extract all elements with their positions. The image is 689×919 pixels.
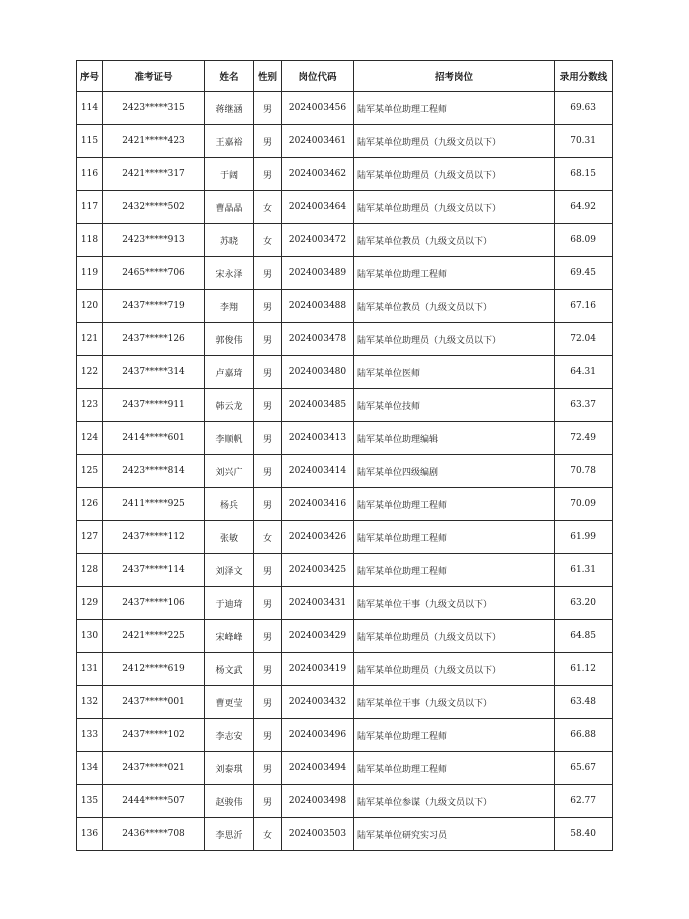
cell-post-code: 2024003494 <box>282 752 354 785</box>
cell-post-code: 2024003432 <box>282 686 354 719</box>
cell-name: 苏晓 <box>205 224 254 257</box>
cell-score-line: 61.31 <box>555 554 613 587</box>
cell-name: 宋永泽 <box>205 257 254 290</box>
cell-name: 刘泽文 <box>205 554 254 587</box>
cell-post-code: 2024003416 <box>282 488 354 521</box>
cell-post: 陆军某单位助理员（九级文员以下） <box>354 125 555 158</box>
cell-serial-no: 117 <box>77 191 103 224</box>
cell-gender: 男 <box>254 785 282 818</box>
table-row <box>77 653 613 686</box>
cell-gender: 女 <box>254 818 282 851</box>
cell-post: 陆军某单位助理员（九级文员以下） <box>354 323 555 356</box>
cell-serial-no: 129 <box>77 587 103 620</box>
cell-serial-no: 119 <box>77 257 103 290</box>
cell-serial-no: 134 <box>77 752 103 785</box>
cell-score-line: 64.92 <box>555 191 613 224</box>
cell-post: 陆军某单位教员（九级文员以下） <box>354 290 555 323</box>
table-row <box>77 455 613 488</box>
cell-score-line: 62.77 <box>555 785 613 818</box>
cell-post-code: 2024003426 <box>282 521 354 554</box>
table-row <box>77 818 613 851</box>
cell-name: 刘兴广 <box>205 455 254 488</box>
cell-serial-no: 128 <box>77 554 103 587</box>
cell-exam-ticket: 2412*****619 <box>103 653 205 686</box>
cell-gender: 女 <box>254 224 282 257</box>
cell-serial-no: 123 <box>77 389 103 422</box>
cell-serial-no: 132 <box>77 686 103 719</box>
cell-post-code: 2024003429 <box>282 620 354 653</box>
cell-serial-no: 114 <box>77 92 103 125</box>
table-row <box>77 554 613 587</box>
table-row <box>77 125 613 158</box>
cell-gender: 男 <box>254 422 282 455</box>
table-header <box>77 61 613 92</box>
cell-post-code: 2024003461 <box>282 125 354 158</box>
cell-post-code: 2024003503 <box>282 818 354 851</box>
cell-post-code: 2024003478 <box>282 323 354 356</box>
cell-post-code: 2024003419 <box>282 653 354 686</box>
cell-score-line: 63.37 <box>555 389 613 422</box>
cell-serial-no: 125 <box>77 455 103 488</box>
admission-score-table <box>76 60 613 851</box>
cell-exam-ticket: 2437*****719 <box>103 290 205 323</box>
cell-exam-ticket: 2437*****114 <box>103 554 205 587</box>
cell-post: 陆军某单位参谋（九级文员以下） <box>354 785 555 818</box>
cell-gender: 男 <box>254 389 282 422</box>
cell-score-line: 68.15 <box>555 158 613 191</box>
header-gender: 性别 <box>254 61 282 92</box>
cell-exam-ticket: 2437*****021 <box>103 752 205 785</box>
cell-gender: 女 <box>254 521 282 554</box>
cell-gender: 男 <box>254 719 282 752</box>
cell-post-code: 2024003431 <box>282 587 354 620</box>
cell-gender: 男 <box>254 125 282 158</box>
cell-exam-ticket: 2437*****314 <box>103 356 205 389</box>
cell-exam-ticket: 2437*****102 <box>103 719 205 752</box>
cell-post-code: 2024003462 <box>282 158 354 191</box>
cell-score-line: 58.40 <box>555 818 613 851</box>
cell-gender: 男 <box>254 257 282 290</box>
table-row <box>77 422 613 455</box>
cell-gender: 男 <box>254 323 282 356</box>
cell-name: 王嘉裕 <box>205 125 254 158</box>
cell-exam-ticket: 2411*****925 <box>103 488 205 521</box>
cell-score-line: 63.20 <box>555 587 613 620</box>
cell-name: 于阔 <box>205 158 254 191</box>
cell-name: 李思沂 <box>205 818 254 851</box>
cell-gender: 男 <box>254 686 282 719</box>
header-row <box>77 61 613 92</box>
cell-score-line: 67.16 <box>555 290 613 323</box>
cell-name: 杨兵 <box>205 488 254 521</box>
cell-exam-ticket: 2465*****706 <box>103 257 205 290</box>
cell-exam-ticket: 2437*****001 <box>103 686 205 719</box>
table-body <box>77 92 613 851</box>
cell-post: 陆军某单位教员（九级文员以下） <box>354 224 555 257</box>
cell-gender: 男 <box>254 488 282 521</box>
table-row <box>77 92 613 125</box>
table-row <box>77 224 613 257</box>
cell-exam-ticket: 2423*****814 <box>103 455 205 488</box>
cell-score-line: 70.31 <box>555 125 613 158</box>
cell-post: 陆军某单位助理工程师 <box>354 257 555 290</box>
cell-post: 陆军某单位助理工程师 <box>354 488 555 521</box>
cell-name: 曹更莹 <box>205 686 254 719</box>
table-row <box>77 785 613 818</box>
cell-score-line: 64.31 <box>555 356 613 389</box>
cell-exam-ticket: 2421*****317 <box>103 158 205 191</box>
cell-score-line: 61.99 <box>555 521 613 554</box>
cell-post: 陆军某单位助理工程师 <box>354 92 555 125</box>
cell-serial-no: 122 <box>77 356 103 389</box>
cell-exam-ticket: 2437*****911 <box>103 389 205 422</box>
cell-post-code: 2024003496 <box>282 719 354 752</box>
cell-post: 陆军某单位助理员（九级文员以下） <box>354 653 555 686</box>
cell-name: 李翔 <box>205 290 254 323</box>
cell-serial-no: 120 <box>77 290 103 323</box>
table-row <box>77 686 613 719</box>
cell-post: 陆军某单位医师 <box>354 356 555 389</box>
document-page <box>76 60 612 851</box>
cell-name: 赵骏伟 <box>205 785 254 818</box>
cell-exam-ticket: 2437*****112 <box>103 521 205 554</box>
cell-gender: 男 <box>254 356 282 389</box>
cell-gender: 男 <box>254 653 282 686</box>
cell-post: 陆军某单位助理工程师 <box>354 554 555 587</box>
table-row <box>77 290 613 323</box>
cell-score-line: 68.09 <box>555 224 613 257</box>
cell-name: 李顺帆 <box>205 422 254 455</box>
cell-exam-ticket: 2421*****423 <box>103 125 205 158</box>
cell-post-code: 2024003456 <box>282 92 354 125</box>
cell-name: 蒋继涵 <box>205 92 254 125</box>
cell-post: 陆军某单位四级编剧 <box>354 455 555 488</box>
cell-serial-no: 118 <box>77 224 103 257</box>
header-post-code: 岗位代码 <box>282 61 354 92</box>
cell-gender: 男 <box>254 92 282 125</box>
cell-score-line: 64.85 <box>555 620 613 653</box>
cell-serial-no: 115 <box>77 125 103 158</box>
table-row <box>77 719 613 752</box>
cell-post: 陆军某单位研究实习员 <box>354 818 555 851</box>
cell-post-code: 2024003480 <box>282 356 354 389</box>
cell-post: 陆军某单位干事（九级文员以下） <box>354 587 555 620</box>
cell-exam-ticket: 2444*****507 <box>103 785 205 818</box>
cell-name: 卢嘉琦 <box>205 356 254 389</box>
cell-serial-no: 130 <box>77 620 103 653</box>
header-serial-no: 序号 <box>77 61 103 92</box>
cell-score-line: 70.78 <box>555 455 613 488</box>
cell-score-line: 69.45 <box>555 257 613 290</box>
table-row <box>77 191 613 224</box>
cell-serial-no: 133 <box>77 719 103 752</box>
cell-score-line: 69.63 <box>555 92 613 125</box>
cell-post-code: 2024003413 <box>282 422 354 455</box>
header-exam-ticket: 准考证号 <box>103 61 205 92</box>
cell-gender: 男 <box>254 290 282 323</box>
cell-post: 陆军某单位干事（九级文员以下） <box>354 686 555 719</box>
cell-score-line: 72.04 <box>555 323 613 356</box>
cell-gender: 男 <box>254 620 282 653</box>
cell-serial-no: 121 <box>77 323 103 356</box>
header-score-line: 录用分数线 <box>555 61 613 92</box>
cell-name: 刘泰琪 <box>205 752 254 785</box>
cell-name: 李志安 <box>205 719 254 752</box>
cell-serial-no: 116 <box>77 158 103 191</box>
cell-name: 郭俊伟 <box>205 323 254 356</box>
cell-name: 宋峰峰 <box>205 620 254 653</box>
cell-serial-no: 136 <box>77 818 103 851</box>
cell-post: 陆军某单位助理编辑 <box>354 422 555 455</box>
cell-score-line: 63.48 <box>555 686 613 719</box>
cell-name: 张敏 <box>205 521 254 554</box>
table-row <box>77 521 613 554</box>
cell-post: 陆军某单位技师 <box>354 389 555 422</box>
cell-exam-ticket: 2414*****601 <box>103 422 205 455</box>
table-row <box>77 389 613 422</box>
cell-exam-ticket: 2421*****225 <box>103 620 205 653</box>
table-row <box>77 488 613 521</box>
cell-post-code: 2024003489 <box>282 257 354 290</box>
cell-post: 陆军某单位助理工程师 <box>354 521 555 554</box>
cell-score-line: 70.09 <box>555 488 613 521</box>
cell-name: 于迪琦 <box>205 587 254 620</box>
cell-post: 陆军某单位助理员（九级文员以下） <box>354 158 555 191</box>
cell-name: 曹晶晶 <box>205 191 254 224</box>
cell-score-line: 66.88 <box>555 719 613 752</box>
cell-post-code: 2024003485 <box>282 389 354 422</box>
cell-serial-no: 135 <box>77 785 103 818</box>
cell-exam-ticket: 2437*****126 <box>103 323 205 356</box>
cell-post-code: 2024003498 <box>282 785 354 818</box>
cell-exam-ticket: 2423*****913 <box>103 224 205 257</box>
cell-exam-ticket: 2432*****502 <box>103 191 205 224</box>
cell-score-line: 61.12 <box>555 653 613 686</box>
cell-post-code: 2024003488 <box>282 290 354 323</box>
cell-name: 杨文武 <box>205 653 254 686</box>
cell-post-code: 2024003425 <box>282 554 354 587</box>
cell-serial-no: 124 <box>77 422 103 455</box>
cell-score-line: 72.49 <box>555 422 613 455</box>
table-row <box>77 620 613 653</box>
cell-serial-no: 126 <box>77 488 103 521</box>
cell-gender: 男 <box>254 554 282 587</box>
table-row <box>77 257 613 290</box>
cell-gender: 女 <box>254 191 282 224</box>
cell-post: 陆军某单位助理工程师 <box>354 752 555 785</box>
cell-gender: 男 <box>254 455 282 488</box>
table-row <box>77 158 613 191</box>
cell-gender: 男 <box>254 752 282 785</box>
table-row <box>77 587 613 620</box>
cell-post-code: 2024003464 <box>282 191 354 224</box>
header-post: 招考岗位 <box>354 61 555 92</box>
cell-exam-ticket: 2423*****315 <box>103 92 205 125</box>
cell-exam-ticket: 2437*****106 <box>103 587 205 620</box>
header-name: 姓名 <box>205 61 254 92</box>
cell-gender: 男 <box>254 587 282 620</box>
cell-serial-no: 131 <box>77 653 103 686</box>
cell-post: 陆军某单位助理员（九级文员以下） <box>354 620 555 653</box>
cell-post: 陆军某单位助理员（九级文员以下） <box>354 191 555 224</box>
cell-post-code: 2024003472 <box>282 224 354 257</box>
cell-exam-ticket: 2436*****708 <box>103 818 205 851</box>
cell-gender: 男 <box>254 158 282 191</box>
table-row <box>77 752 613 785</box>
cell-serial-no: 127 <box>77 521 103 554</box>
table-row <box>77 356 613 389</box>
cell-score-line: 65.67 <box>555 752 613 785</box>
table-row <box>77 323 613 356</box>
cell-post-code: 2024003414 <box>282 455 354 488</box>
cell-post: 陆军某单位助理工程师 <box>354 719 555 752</box>
cell-name: 韩云龙 <box>205 389 254 422</box>
